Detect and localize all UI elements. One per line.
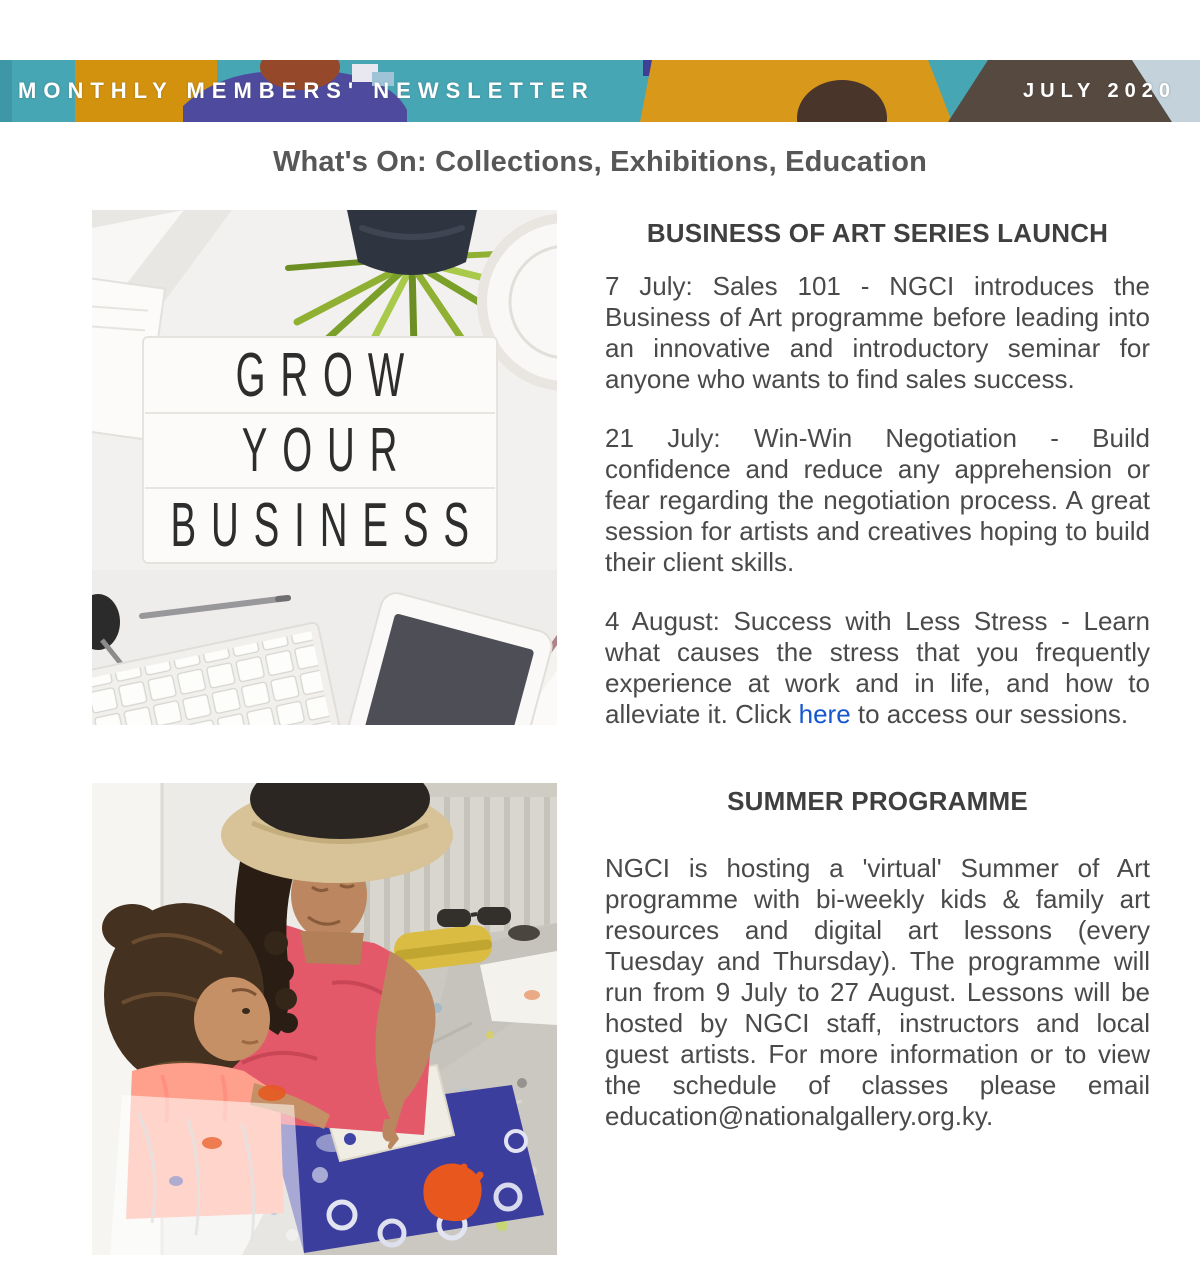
summer-programme-photo	[92, 783, 557, 1255]
paragraph-less-stress	[605, 606, 1150, 730]
issue-date: JULY 2020	[1023, 79, 1176, 102]
header-band	[0, 60, 1200, 122]
sessions-link[interactable]: here	[798, 699, 851, 729]
lightbox-word-grow: GROW	[235, 340, 420, 410]
section-heading: SUMMER PROGRAMME	[727, 786, 1028, 816]
business-of-art-section	[605, 218, 1150, 730]
page-title: What's On: Collections, Exhibitions, Education	[272, 146, 928, 178]
paragraph-sales-101: 7 July: Sales 101 - NGCI introduces the Business of Art programme before leading into an innovative and introductory seminar for anyone who wants to find sales success.	[605, 271, 1150, 394]
lightbox-word-business: BUSINESS	[170, 491, 485, 560]
paragraph-text-before: 4 August: Success with Less Stress - Learn what causes the stress that you frequently experience at work and in life, and how to alleviate it. Click	[605, 606, 1150, 729]
paragraph-text-after: to access our sessions.	[850, 699, 1129, 729]
newsletter-name: MONTHLY MEMBERS' NEWSLETTER	[18, 78, 595, 103]
paragraph-summer-programme: NGCI is hosting a 'virtual' Summer of Art programme with bi-weekly kids & family art resources and digital art lessons (every Tuesday and Thursday). The programme will run from 9 July to 27 August. Lessons will be hosted by NGCI staff, instructors and local guest artists. For more information or to view the schedule of classes please email education@nationalgallery.org.ky.	[605, 853, 1150, 1131]
business-of-art-photo	[92, 210, 557, 725]
paragraph-negotiation: 21 July: Win-Win Negotiation - Build confidence and reduce any apprehension or fear regarding the negotiation process. A great session for artists and creatives hoping to build their client skills.	[605, 423, 1150, 577]
lightbox-word-your: YOUR	[242, 416, 413, 485]
summer-programme-section	[605, 786, 1150, 1132]
section-heading: BUSINESS OF ART SERIES LAUNCH	[646, 218, 1109, 248]
